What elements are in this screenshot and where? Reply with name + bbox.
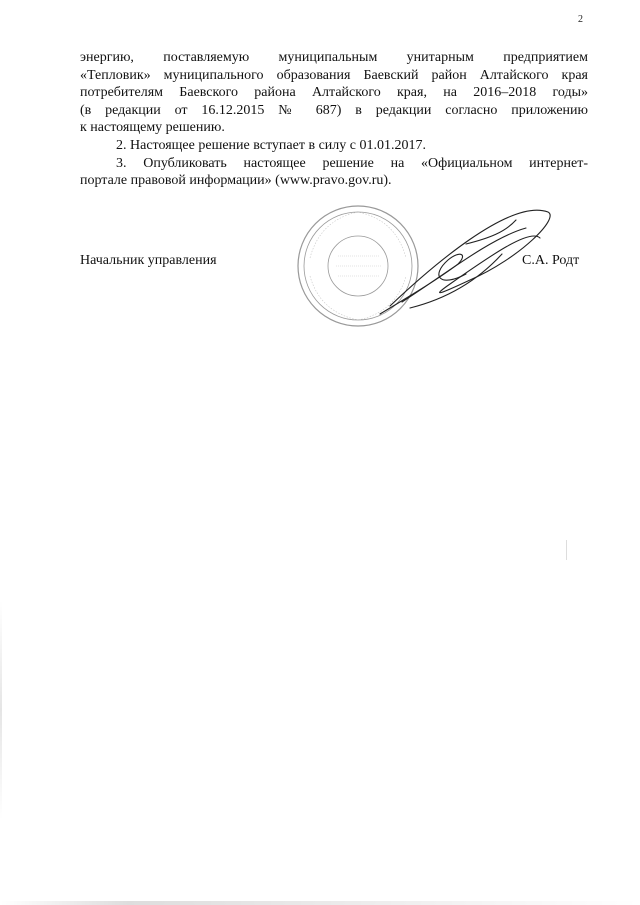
scan-speck-artifact xyxy=(566,540,567,560)
document-body xyxy=(80,49,588,190)
body-line: (в редакции от 16.12.2015 № 687) в редакции согласно приложению xyxy=(80,102,588,118)
signatory-name: С.А. Родт xyxy=(522,253,580,268)
body-line-item-2: 2. Настоящее решение вступает в силу с 01.01.2017. xyxy=(116,137,426,153)
page-number: 2 xyxy=(578,14,583,25)
position-title: Начальник управления xyxy=(80,253,217,268)
body-line-item-3: 3. Опубликовать настоящее решение на «Официальном интернет- xyxy=(116,155,588,171)
body-line: «Тепловик» муниципального образования Баевский район Алтайского края xyxy=(80,67,588,83)
scan-bottom-edge xyxy=(0,901,640,905)
body-line: энергию, поставляемую муниципальным унитарным предприятием xyxy=(80,50,588,65)
scan-edge-artifact xyxy=(0,600,2,820)
body-line: портале правовой информации» (www.pravo.gov.ru). xyxy=(80,173,392,189)
body-line: к настоящему решению. xyxy=(80,120,225,136)
body-line: потребителям Баевского района Алтайского края, на 2016–2018 годы» xyxy=(80,85,588,101)
